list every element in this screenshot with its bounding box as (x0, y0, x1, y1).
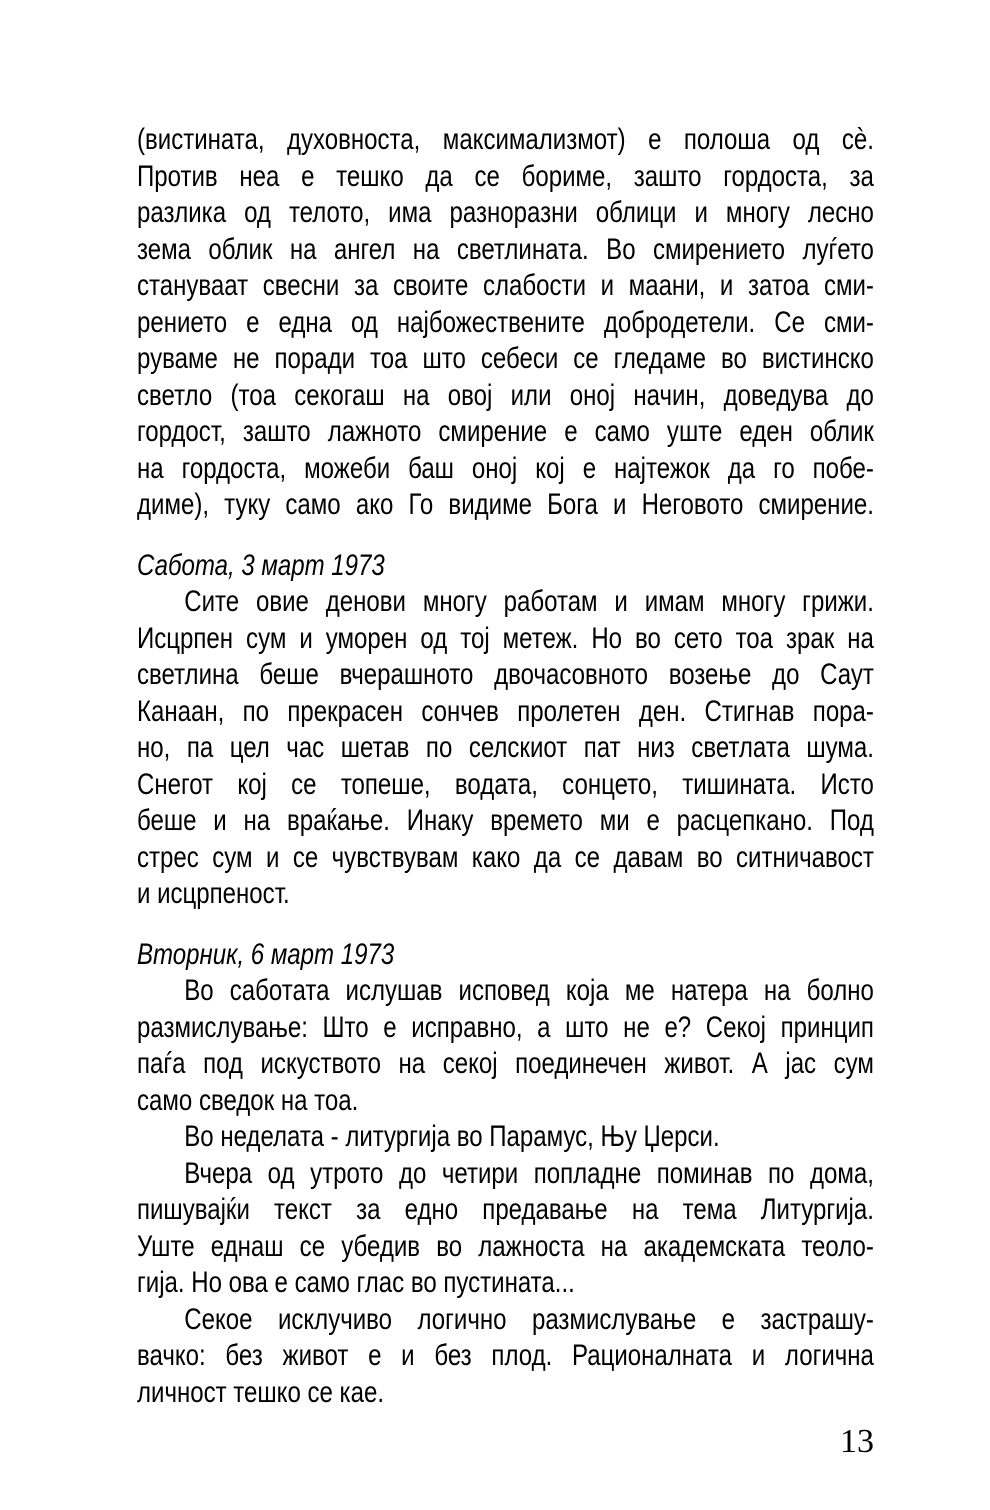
text-line: стрес сум и се чувствувам како да се давам во ситничавост (137, 840, 874, 874)
text-line: само сведок на тоа. (137, 1083, 359, 1117)
text-line: разлика од телото, има разноразни облици и многу лесно (137, 196, 874, 229)
page-number: 13 (840, 1423, 874, 1460)
text-line: зема облик на ангел на светлината. Во смирението луѓето (137, 232, 874, 266)
text-line: но, па цел час шетав по селскиот пат низ светлата шума. (137, 731, 874, 764)
text-line: Во неделата - литургија во Парамус, Њу Џерси. (184, 1120, 720, 1153)
text-line: руваме не поради тоа што себеси се гледаме во вистинско (137, 342, 874, 375)
text-line: пишувајќи текст за едно предавање на тема Литургија. (137, 1193, 874, 1226)
text-line: рението е една од најбожествените добродетели. Се сми- (137, 305, 874, 339)
text-line: беше и на враќање. Инаку времето ми е расцепкано. Под (137, 804, 874, 837)
text-line: Против неа е тешко да се бориме, зашто гордоста, за (137, 159, 874, 193)
text-line: Вчера од утрото до четири попладне поминав по дома, (184, 1156, 874, 1190)
text-line: размислување: Што е исправно, а што не е? Секој принцип (137, 1010, 874, 1044)
text-line: и исцрпеност. (137, 877, 290, 910)
text-line: Исцрпен сум и уморен од тој метеж. Но во сето тоа зрак на (137, 621, 874, 655)
text-line: на гордоста, можеби баш оној кој е најтежок да го побе- (137, 451, 874, 485)
text-line: гордост, зашто лажното смирение е само уште еден облик (137, 415, 874, 448)
paragraph-logical-thinking (137, 1302, 874, 1412)
text-line: Во саботата ислушав исповед која ме натера на болно (184, 974, 874, 1007)
section-heading-saturday: Сабота, 3 март 1973 (137, 548, 385, 582)
text-line: личност тешко се кае. (137, 1375, 385, 1409)
paragraph-saturday-entry (137, 584, 874, 913)
text-line: Канаан, по прекрасен сончев пролетен ден. Стигнав пора- (137, 694, 874, 728)
text-line: вачко: без живот е и без плод. Рационалната и логична (137, 1339, 874, 1372)
text-line: светлина беше вчерашното двочасовното возење до Саут (137, 658, 874, 691)
text-line: диме), туку само ако Го видиме Бога и Неговото смирение. (137, 488, 874, 521)
section-heading-tuesday: Вторник, 6 март 1973 (137, 937, 395, 971)
text-line: гија. Но ова е само глас во пустината... (137, 1266, 575, 1299)
paragraph-sunday-liturgy (137, 1119, 874, 1156)
text-line: Сите овие денови многу работам и имам многу грижи. (184, 585, 874, 618)
text-line: (вистината, духовноста, максимализмот) е полоша од сè. (137, 123, 874, 156)
paragraph-lecture-writing (137, 1156, 874, 1302)
text-line: стануваат свесни за своите слабости и маани, и затоа сми- (137, 269, 874, 302)
text-line: паѓа под искуството на секој поединечен живот. А јас сум (137, 1047, 874, 1080)
text-line: Уште еднаш се убедив во лажноста на академската теоло- (137, 1229, 874, 1263)
text-line: Секое исклучиво логично размислување е застрашу- (184, 1302, 874, 1336)
text-line: светло (тоа секогаш на овој или оној начин, доведува до (137, 378, 874, 412)
page-text (137, 122, 874, 1411)
paragraph-continuation (137, 122, 874, 524)
text-line: Снегот кој се топеше, водата, сонцето, тишината. Исто (137, 767, 874, 801)
paragraph-tuesday-entry (137, 973, 874, 1119)
